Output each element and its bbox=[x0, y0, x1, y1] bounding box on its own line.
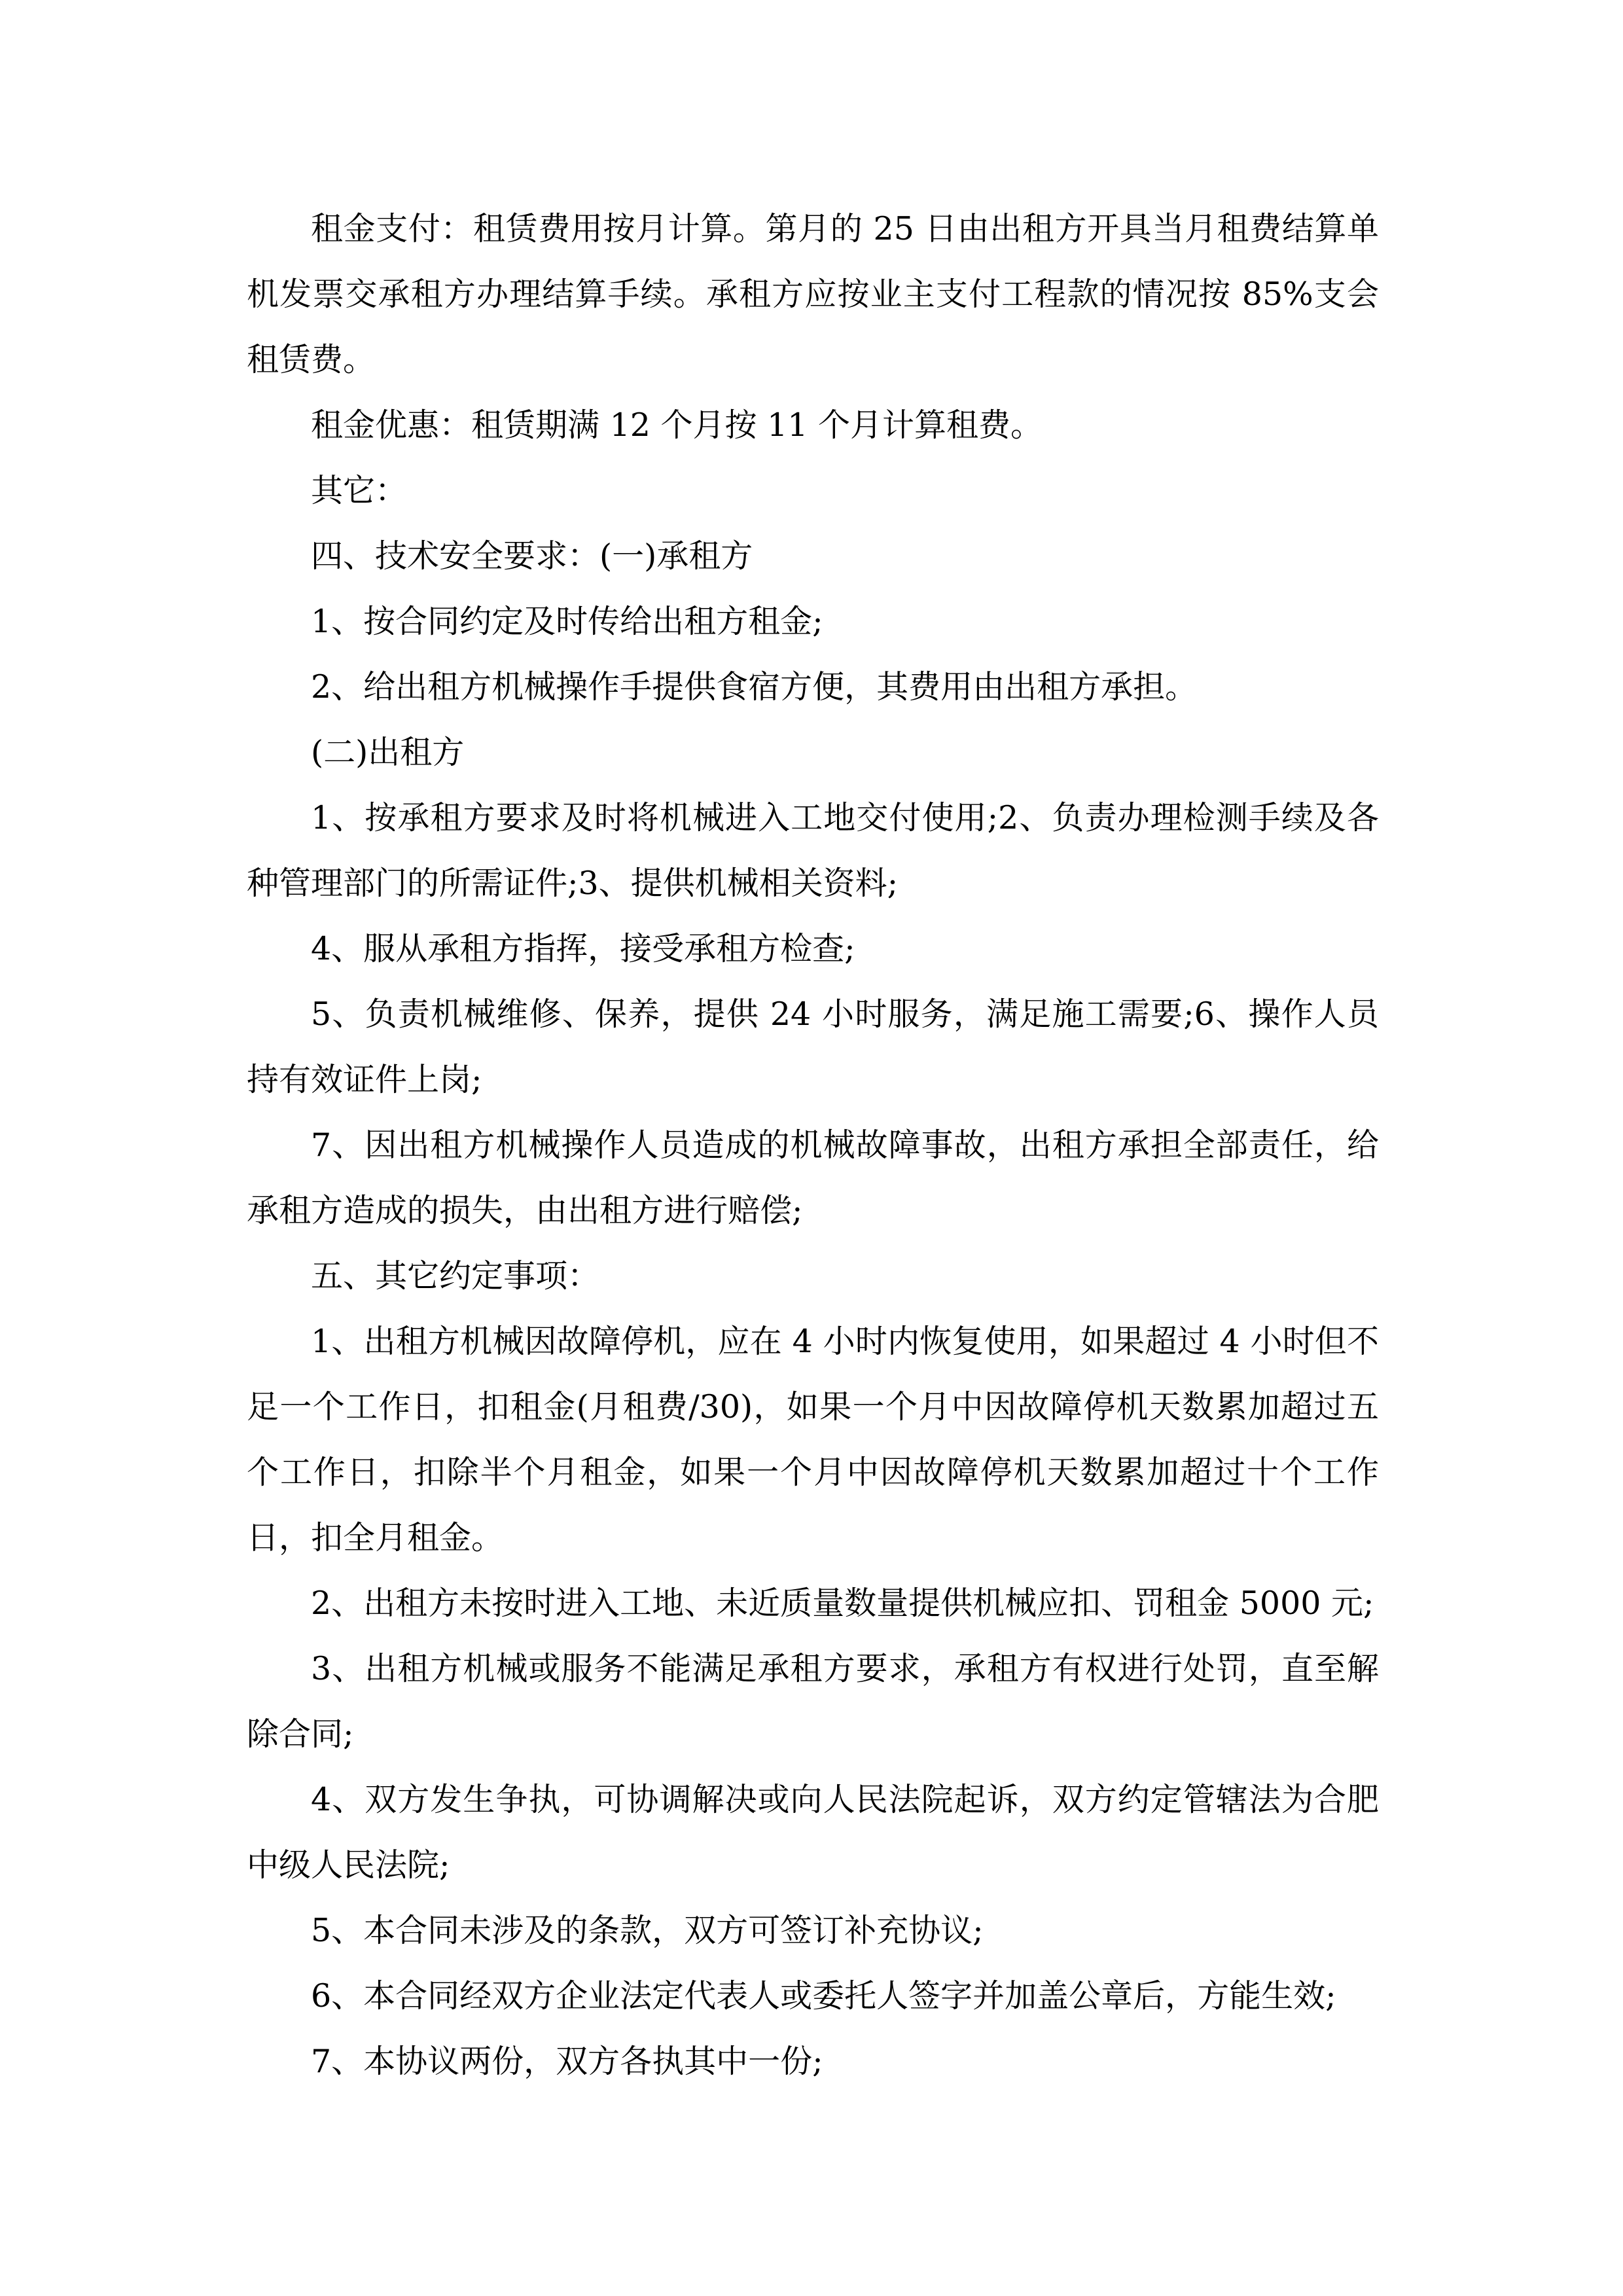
paragraph-rent-discount: 租金优惠：租赁期满 12 个月按 11 个月计算租费。 bbox=[311, 406, 1043, 444]
list-item: 5、负责机械维修、保养，提供 24 小时服务，满足施工需要;6、操作人员持有效证件上岗; bbox=[247, 996, 1379, 1098]
subsection-heading-lessor: (二)出租方 bbox=[311, 734, 465, 771]
document-page bbox=[247, 196, 1379, 2094]
list-item: 7、因出租方机械操作人员造成的机械故障事故，出租方承担全部责任，给承租方造成的损失，由出租方进行赔偿; bbox=[247, 1126, 1379, 1229]
list-item: 6、本合同经双方企业法定代表人或委托人签字并加盖公章后，方能生效; bbox=[311, 1977, 1336, 2015]
list-item: 4、服从承租方指挥，接受承租方检查; bbox=[311, 930, 855, 967]
list-item: 2、给出租方机械操作手提供食宿方便，其费用由出租方承担。 bbox=[311, 668, 1198, 706]
list-item: 5、本合同未涉及的条款，双方可签订补充协议; bbox=[311, 1912, 984, 1949]
list-item: 4、双方发生争执，可协调解决或向人民法院起诉，双方约定管辖法为合肥中级人民法院; bbox=[247, 1781, 1379, 1884]
list-item: 2、出租方未按时进入工地、未近质量数量提供机械应扣、罚租金 5000 元; bbox=[311, 1585, 1374, 1622]
section-heading-other-agreements: 五、其它约定事项： bbox=[311, 1257, 600, 1295]
list-item: 3、出租方机械或服务不能满足承租方要求，承租方有权进行处罚，直至解除合同; bbox=[247, 1650, 1379, 1753]
paragraph-other: 其它： bbox=[311, 472, 408, 509]
list-item: 7、本协议两份，双方各执其中一份; bbox=[311, 2043, 823, 2080]
list-item: 1、按合同约定及时传给出租方租金; bbox=[311, 603, 823, 640]
paragraph-rent-payment: 租金支付：租赁费用按月计算。第月的 25 日由出租方开具当月租费结算单机发票交承租方办理结算手续。承租方应按业主支付工程款的情况按 85%支会租赁费。 bbox=[247, 210, 1379, 378]
list-item: 1、出租方机械因故障停机，应在 4 小时内恢复使用，如果超过 4 小时但不足一个工作日，扣租金(月租费/30)，如果一个月中因故障停机天数累加超过五个工作日，扣除半个月租金，如果一个月中因故障停机天数累加超过十个工作日，扣全月租金。 bbox=[247, 1323, 1379, 1556]
list-item: 1、按承租方要求及时将机械进入工地交付使用;2、负责办理检测手续及各种管理部门的所需证件;3、提供机械相关资料; bbox=[247, 799, 1379, 902]
section-heading-technical-safety: 四、技术安全要求：(一)承租方 bbox=[311, 537, 753, 575]
